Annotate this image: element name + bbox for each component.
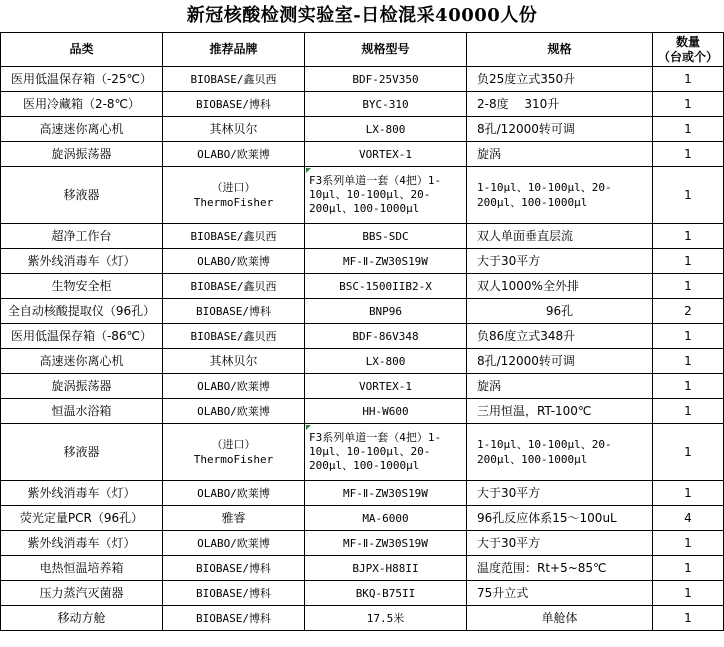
- table-row: [1, 117, 724, 142]
- cell-spec: 大于30平方: [467, 481, 653, 506]
- cell-brand: OLABO/欧莱博: [163, 142, 305, 167]
- brand-origin: （进口）: [211, 181, 256, 194]
- cell-quantity: 1: [653, 399, 724, 424]
- table-row: [1, 606, 724, 631]
- brand-name: ThermoFisher: [193, 196, 274, 209]
- cell-brand: OLABO/欧莱博: [163, 481, 305, 506]
- cell-brand: BIOBASE/鑫贝西: [163, 67, 305, 92]
- brand-name: ThermoFisher: [193, 453, 274, 466]
- cell-quantity: 2: [653, 299, 724, 324]
- cell-brand: BIOBASE/鑫贝西: [163, 274, 305, 299]
- cell-model: MF-Ⅱ-ZW30S19W: [305, 481, 467, 506]
- table-row: [1, 92, 724, 117]
- cell-category: 高速迷你离心机: [1, 349, 163, 374]
- cell-category: 紫外线消毒车（灯）: [1, 481, 163, 506]
- cell-model: BKQ-B75II: [305, 581, 467, 606]
- cell-category: 医用低温保存箱（-86℃）: [1, 324, 163, 349]
- table-row: [1, 299, 724, 324]
- header-quantity: [653, 33, 724, 67]
- table-row: [1, 399, 724, 424]
- cell-quantity: 1: [653, 531, 724, 556]
- cell-quantity: 1: [653, 117, 724, 142]
- table-row: [1, 224, 724, 249]
- cell-model: MF-Ⅱ-ZW30S19W: [305, 531, 467, 556]
- cell-category: 移液器: [1, 424, 163, 481]
- header-quantity-line1: 数量: [675, 34, 700, 49]
- cell-model: LX-800: [305, 349, 467, 374]
- cell-category: 压力蒸汽灭菌器: [1, 581, 163, 606]
- table-row: [1, 556, 724, 581]
- equipment-table: [0, 32, 724, 631]
- cell-quantity: 4: [653, 506, 724, 531]
- cell-brand: OLABO/欧莱博: [163, 249, 305, 274]
- cell-quantity: 1: [653, 249, 724, 274]
- cell-spec: 双人单面垂直层流: [467, 224, 653, 249]
- cell-brand: OLABO/欧莱博: [163, 531, 305, 556]
- cell-spec: 96孔: [467, 299, 653, 324]
- cell-quantity: 1: [653, 581, 724, 606]
- cell-brand: OLABO/欧莱博: [163, 374, 305, 399]
- cell-spec: 旋涡: [467, 374, 653, 399]
- table-row: [1, 142, 724, 167]
- cell-model: BNP96: [305, 299, 467, 324]
- cell-model: HH-W600: [305, 399, 467, 424]
- cell-quantity: 1: [653, 349, 724, 374]
- cell-category: 电热恒温培养箱: [1, 556, 163, 581]
- cell-spec: 大于30平方: [467, 249, 653, 274]
- cell-brand: 其林贝尔: [163, 349, 305, 374]
- cell-category: 紫外线消毒车（灯）: [1, 531, 163, 556]
- cell-spec: 三用恒温，RT-100℃: [467, 399, 653, 424]
- cell-model: MF-Ⅱ-ZW30S19W: [305, 249, 467, 274]
- cell-model: F3系列单道一套（4把）1-10μl、10-100μl、20-200μl、100-1000μl: [305, 424, 467, 481]
- cell-brand: 其林贝尔: [163, 117, 305, 142]
- header-spec: 规格: [467, 33, 653, 67]
- table-row: [1, 274, 724, 299]
- cell-spec: 温度范围：Rt+5~85℃: [467, 556, 653, 581]
- cell-model: BSC-1500IIB2-X: [305, 274, 467, 299]
- cell-quantity: 1: [653, 67, 724, 92]
- brand-origin: （进口）: [211, 438, 256, 451]
- cell-brand: BIOBASE/鑫贝西: [163, 324, 305, 349]
- table-row: [1, 424, 724, 481]
- cell-quantity: 1: [653, 374, 724, 399]
- header-category: 品类: [1, 33, 163, 67]
- cell-category: 紫外线消毒车（灯）: [1, 249, 163, 274]
- cell-spec: 旋涡: [467, 142, 653, 167]
- cell-category: 生物安全柜: [1, 274, 163, 299]
- table-header-row: [1, 33, 724, 67]
- cell-category: 高速迷你离心机: [1, 117, 163, 142]
- cell-brand: BIOBASE/博科: [163, 556, 305, 581]
- cell-model: BDF-86V348: [305, 324, 467, 349]
- cell-category: 旋涡振荡器: [1, 142, 163, 167]
- cell-spec: 1-10μl、10-100μl、20-200μl、100-1000μl: [467, 167, 653, 224]
- cell-model: BDF-25V350: [305, 67, 467, 92]
- cell-spec: 大于30平方: [467, 531, 653, 556]
- header-quantity-line2: （台或个）: [657, 49, 718, 64]
- cell-spec: 1-10μl、10-100μl、20-200μl、100-1000μl: [467, 424, 653, 481]
- table-row: [1, 531, 724, 556]
- cell-quantity: 1: [653, 142, 724, 167]
- cell-model: MA-6000: [305, 506, 467, 531]
- cell-quantity: 1: [653, 167, 724, 224]
- cell-category: 恒温水浴箱: [1, 399, 163, 424]
- cell-model: BJPX-H88II: [305, 556, 467, 581]
- cell-quantity: 1: [653, 324, 724, 349]
- cell-brand: [163, 424, 305, 481]
- cell-category: 荧光定量PCR（96孔）: [1, 506, 163, 531]
- cell-model: VORTEX-1: [305, 142, 467, 167]
- cell-brand: BIOBASE/博科: [163, 581, 305, 606]
- table-row: [1, 374, 724, 399]
- cell-category: 全自动核酸提取仪（96孔）: [1, 299, 163, 324]
- page-title: 新冠核酸检测实验室-日检混采40000人份: [186, 5, 538, 26]
- header-model: 规格型号: [305, 33, 467, 67]
- cell-category: 移动方舱: [1, 606, 163, 631]
- cell-quantity: 1: [653, 556, 724, 581]
- cell-model: 17.5米: [305, 606, 467, 631]
- cell-spec: 2-8度 310升: [467, 92, 653, 117]
- cell-category: 移液器: [1, 167, 163, 224]
- table-row: [1, 249, 724, 274]
- cell-model: VORTEX-1: [305, 374, 467, 399]
- cell-quantity: 1: [653, 424, 724, 481]
- cell-quantity: 1: [653, 481, 724, 506]
- cell-brand: BIOBASE/博科: [163, 92, 305, 117]
- table-row: [1, 324, 724, 349]
- cell-spec: 单舱体: [467, 606, 653, 631]
- cell-spec: 双人1000%全外排: [467, 274, 653, 299]
- table-row: [1, 349, 724, 374]
- cell-brand: BIOBASE/博科: [163, 299, 305, 324]
- cell-model: LX-800: [305, 117, 467, 142]
- cell-spec: 96孔反应体系15～100uL: [467, 506, 653, 531]
- cell-spec: 8孔/12000转可调: [467, 117, 653, 142]
- cell-spec: 负86度立式348升: [467, 324, 653, 349]
- cell-model: BYC-310: [305, 92, 467, 117]
- cell-model: BBS-SDC: [305, 224, 467, 249]
- cell-brand: 雅睿: [163, 506, 305, 531]
- cell-category: 旋涡振荡器: [1, 374, 163, 399]
- table-row: [1, 67, 724, 92]
- cell-model: F3系列单道一套（4把）1-10μl、10-100μl、20-200μl、100-1000μl: [305, 167, 467, 224]
- header-brand: 推荐品牌: [163, 33, 305, 67]
- cell-category: 医用低温保存箱（-25℃）: [1, 67, 163, 92]
- cell-quantity: 1: [653, 274, 724, 299]
- cell-spec: 75升立式: [467, 581, 653, 606]
- cell-category: 超净工作台: [1, 224, 163, 249]
- table-row: [1, 481, 724, 506]
- cell-category: 医用冷藏箱（2-8℃）: [1, 92, 163, 117]
- cell-quantity: 1: [653, 92, 724, 117]
- cell-spec: 8孔/12000转可调: [467, 349, 653, 374]
- cell-spec: 负25度立式350升: [467, 67, 653, 92]
- cell-brand: OLABO/欧莱博: [163, 399, 305, 424]
- table-row: [1, 581, 724, 606]
- table-row: [1, 167, 724, 224]
- cell-brand: [163, 167, 305, 224]
- cell-brand: BIOBASE/鑫贝西: [163, 224, 305, 249]
- cell-brand: BIOBASE/博科: [163, 606, 305, 631]
- cell-quantity: 1: [653, 606, 724, 631]
- cell-quantity: 1: [653, 224, 724, 249]
- table-row: [1, 506, 724, 531]
